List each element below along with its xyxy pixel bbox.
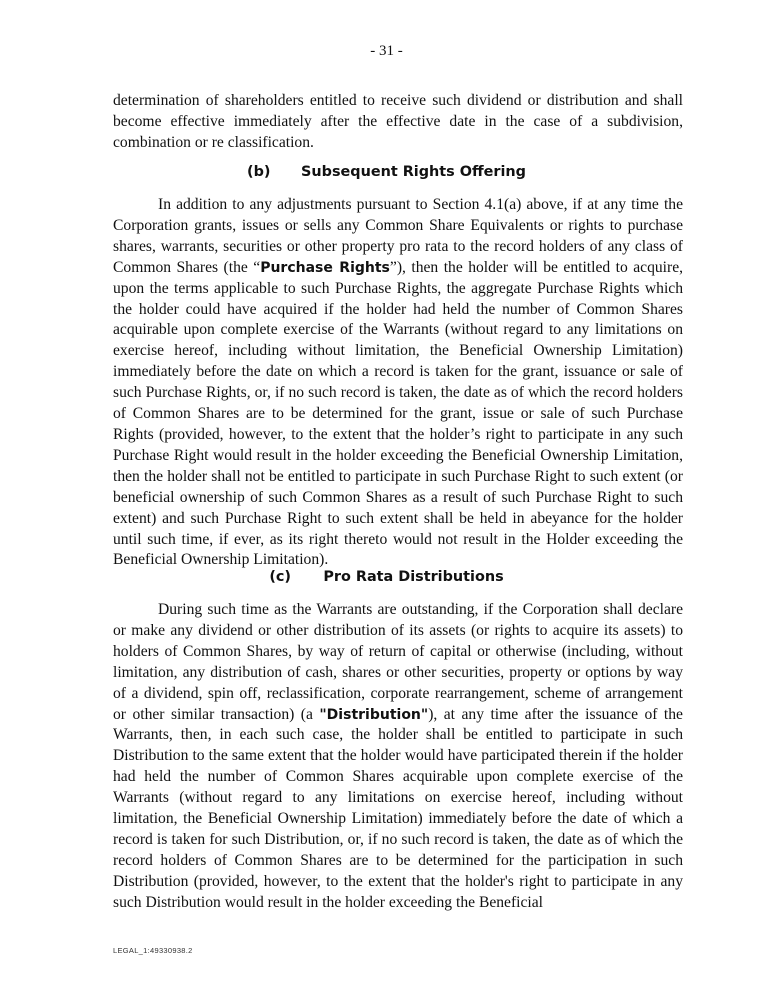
section-c-paragraph [113,600,683,914]
section-c-title: Pro Rata Distributions [323,569,504,585]
section-c-text-1: During such time as the Warrants are outstanding, if the Corporation shall declare or make any dividend or other distribution of its assets (or rights to acquire its assets) to holders of Common Shares, by way of return of capital or otherwise (including, without limitation, any distribution of cash, shares or other securities, property or options by way of a dividend, spin off, reclassification, corporate rearrangement, scheme of arrangement or other similar transaction) (a [113,601,683,723]
purchase-rights-term: Purchase Rights [260,259,390,276]
section-b-label: (b) [247,164,271,180]
section-b-text-1: In addition to any adjustments pursuant to Section 4.1(a) above, if at any time the Corporation grants, issues or sells any Common Share Equivalents or rights to purchase shares, warrants, securities or other property pro rata to the record holders of any class of Common Shares (the “ [113,196,683,276]
section-c-text-2: ), at any time after the issuance of the Warrants, then, in each such case, the holder shall be entitled to participate in such Distribution to the same extent that the holder would have participated therein if the holder had held the number of Common Shares acquirable upon complete exercise of the Warrants (without regard to any limitations on exercise hereof, including without limitation, the Beneficial Ownership Limitation) immediately before the date of which a record is taken for such Distribution, or, if no such record is taken, the date as of which the record holders of Common Shares are to be determined for the participation in such Distribution (provided, however, to the extent that the holder's right to participate in any such Distribution would result in the holder exceeding the Beneficial [113,705,683,911]
distribution-term: "Distribution" [319,706,429,723]
intro-paragraph: determination of shareholders entitled to receive such dividend or distribution and shall become effective immediately after the effective date in the case of a subdivision, combination or re classification. [113,92,683,151]
section-b-title: Subsequent Rights Offering [301,164,526,180]
section-b-heading [0,164,773,180]
section-c-heading [0,569,773,585]
section-b-paragraph [113,195,683,571]
section-c-label: (c) [269,569,292,585]
section-b-text-2: ”), then the holder will be entitled to acquire, upon the terms applicable to such Purchase Rights, the aggregate Purchase Rights which the holder could have acquired if the holder had held the number of Common Shares acquirable upon complete exercise of the Warrants (without regard to any limitations on exercise hereof, including without limitation, the Beneficial Ownership Limitation) immediately before the date on which a record is taken for the grant, issuance or sale of such Purchase Rights, or, if no such record is taken, the date as of which the record holders of Common Shares are to be determined for the grant, issue or sale of such Purchase Rights (provided, however, to the extent that the holder’s right to participate in any such Purchase Right would result in the holder exceeding the Beneficial Ownership Limitation, then the holder shall not be entitled to participate in such Purchase Right to such extent (or beneficial ownership of such Common Shares as a result of such Purchase Right to such extent) and such Purchase Right to such extent shall be held in abeyance for the holder until such time, if ever, as its right thereto would not result in the Holder exceeding the Beneficial Ownership Limitation). [113,258,684,569]
document-id-footer: LEGAL_1:49330938.2 [113,946,193,955]
page-number: - 31 - [370,43,403,59]
